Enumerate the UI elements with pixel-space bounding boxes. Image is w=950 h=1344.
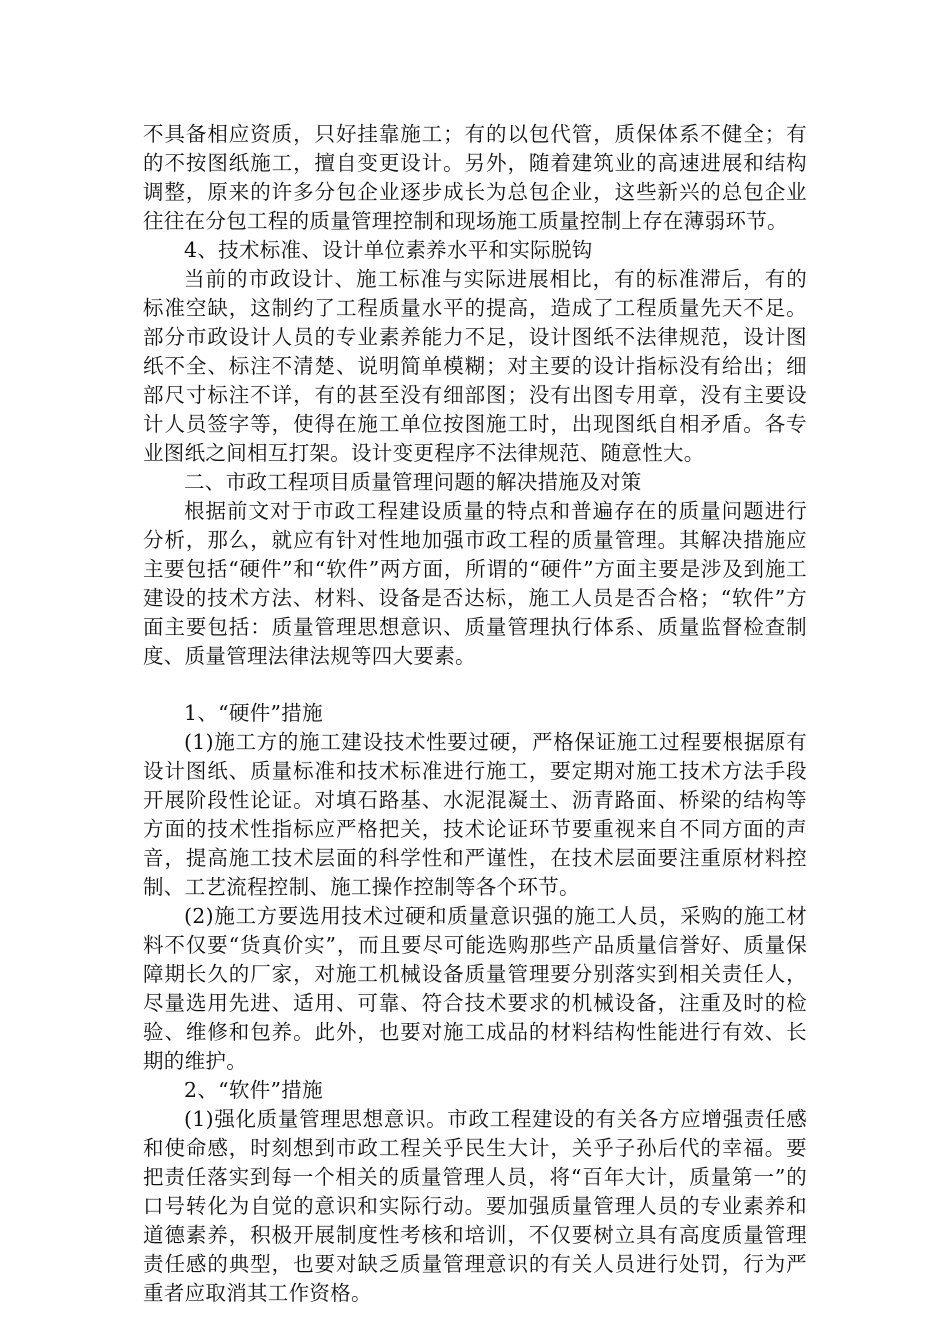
paragraph-1: 不具备相应资质，只好挂靠施工；有的以包代管，质保体系不健全；有的不按图纸施工，擅自变更设计。另外，随着建筑业的高速进展和结构调整，原来的许多分包企业逐步成长为总包企业，这些新兴的总包企业往往在分包工程的质量管理控制和现场施工质量控制上存在薄弱环节。 bbox=[143, 122, 807, 233]
subheading-software: 2、“软件”措施 bbox=[184, 1078, 323, 1102]
paragraph-spacer bbox=[143, 671, 807, 699]
paragraph-5: (2)施工方要选用技术过硬和质量意识强的施工人员，采购的施工材料不仅要“货真价实”，而且要尽可能选购那些产品质量信誉好、质量保障期长久的厂家，对施工机械设备质量管理要分别落实到相关责任人，尽量选用先进、适用、可靠、符合技术要求的机械设备，注重及时的检验、维修和包养。此外，也要对施工成品的材料结构性能进行有效、长期的维护。 bbox=[143, 904, 807, 1073]
paragraph-2: 当前的市政设计、施工标准与实际进展相比，有的标准滞后，有的标准空缺，这制约了工程质量水平的提高，造成了工程质量先天不足。部分市政设计人员的专业素养能力不足，设计图纸不法律规范，设计图纸不全、标注不清楚、说明简单模糊；对主要的设计指标没有给出；细部尺寸标注不详，有的甚至没有细部图；没有出图专用章，没有主要设计人员签字等，使得在施工单位按图施工时，出现图纸自相矛盾。各专业图纸之间相互打架。设计变更程序不法律规范、随意性大。 bbox=[143, 267, 807, 465]
paragraph-4: (1)施工方的施工建设技术性要过硬，严格保证施工过程要根据原有设计图纸、质量标准和技术标准进行施工，要定期对施工技术方法手段开展阶段性论证。对填石路基、水泥混凝土、沥青路面、桥梁的结构等方面的技术性指标应严格把关，技术论证环节要重视来自不同方面的声音，提高施工技术层面的科学性和严谨性，在技术层面要注重原材料控制、工艺流程控制、施工操作控制等各个环节。 bbox=[143, 730, 807, 899]
document-body bbox=[143, 120, 807, 1308]
section-heading-4: 4、技术标准、设计单位素养水平和实际脱钩 bbox=[184, 238, 593, 262]
section-heading-2: 二、市政工程项目质量管理问题的解决措施及对策 bbox=[184, 470, 642, 494]
subheading-hardware: 1、“硬件”措施 bbox=[184, 701, 323, 725]
paragraph-6: (1)强化质量管理思想意识。市政工程建设的有关各方应增强责任感和使命感，时刻想到市政工程关乎民生大计，关乎子孙后代的幸福。要把责任落实到每一个相关的质量管理人员，将“百年大计，质量第一”的口号转化为自觉的意识和实际行动。要加强质量管理人员的专业素养和道德素养，积极开展制度性考核和培训，不仅要树立具有高度质量管理责任感的典型，也要对缺乏质量管理意识的有关人员进行处罚，行为严重者应取消其工作资格。 bbox=[143, 1107, 807, 1305]
paragraph-3: 根据前文对于市政工程建设质量的特点和普遍存在的质量问题进行分析，那么，就应有针对性地加强市政工程的质量管理。其解决措施应主要包括“硬件”和“软件”两方面，所谓的“硬件”方面主要是涉及到施工建设的技术方法、材料、设备是否达标，施工人员是否合格；“软件”方面主要包括：质量管理思想意识、质量管理执行体系、质量监督检查制度、质量管理法律法规等四大要素。 bbox=[143, 499, 807, 668]
